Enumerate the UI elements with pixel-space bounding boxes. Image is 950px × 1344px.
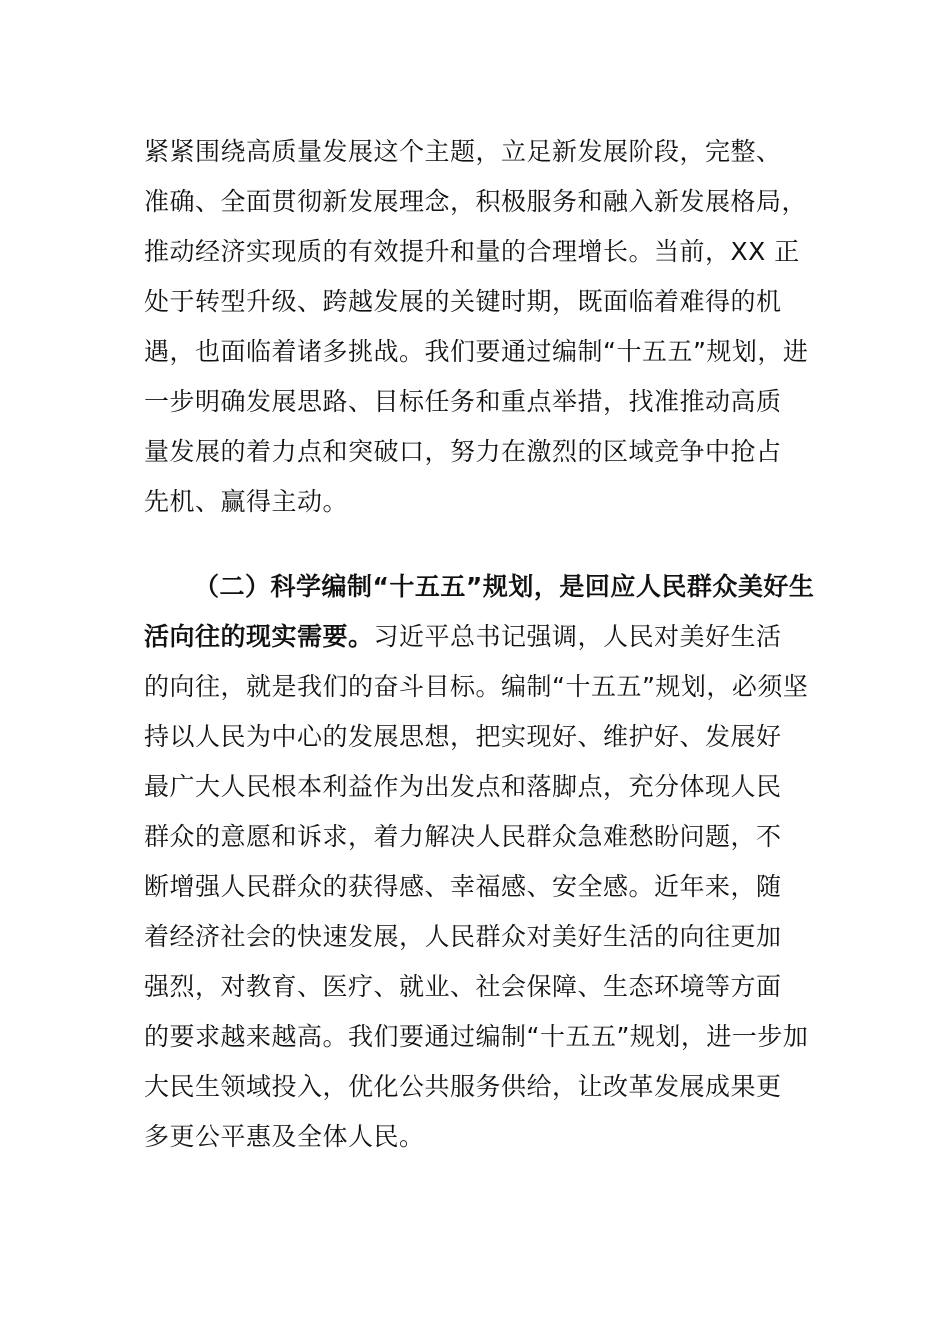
text-line: 大民生领域投入，优化公共服务供给，让改革发展成果更 [144,1072,782,1101]
text-span: 习近平总书记强调，人民对美好生活 [373,622,782,651]
text-line: 准确、全面贯彻新发展理念，积极服务和融入新发展格局， [144,187,808,216]
text-line: 群众的意愿和诉求，着力解决人民群众急难愁盼问题，不 [144,822,782,851]
text-line: 的向往，就是我们的奋斗目标。编制“十五五”规划，必须坚 [144,672,809,701]
text-line: 紧紧围绕高质量发展这个主题，立足新发展阶段，完整、 [144,137,782,166]
text-line: 断增强人民群众的获得感、幸福感、安全感。近年来，随 [144,872,782,901]
text-line: 的要求越来越高。我们要通过编制“十五五”规划，进一步加 [144,1022,809,1051]
section-heading-continued: 活向往的现实需要。 [144,622,374,651]
section-heading: （二）科学编制“十五五”规划，是回应人民群众美好生 [194,572,815,601]
text-line: 一步明确发展思路、目标任务和重点举措，找准推动高质 [144,387,782,416]
text-line: 推动经济实现质的有效提升和量的合理增长。当前，XX 正 [144,237,800,266]
text-line: 遇，也面临着诸多挑战。我们要通过编制“十五五”规划，进 [144,337,809,366]
text-line: 持以人民为中心的发展思想，把实现好、维护好、发展好 [144,722,782,751]
text-line: 最广大人民根本利益作为出发点和落脚点，充分体现人民 [144,772,782,801]
text-line: 着经济社会的快速发展，人民群众对美好生活的向往更加 [144,922,782,951]
text-line: 量发展的着力点和突破口，努力在激烈的区域竞争中抢占 [144,437,782,466]
text-line: 多更公平惠及全体人民。 [144,1122,425,1151]
text-line: 先机、赢得主动。 [144,487,349,516]
text-line: 处于转型升级、跨越发展的关键时期，既面临着难得的机 [144,287,782,316]
text-line: 强烈，对教育、医疗、就业、社会保障、生态环境等方面 [144,972,782,1001]
text-line [144,622,782,652]
